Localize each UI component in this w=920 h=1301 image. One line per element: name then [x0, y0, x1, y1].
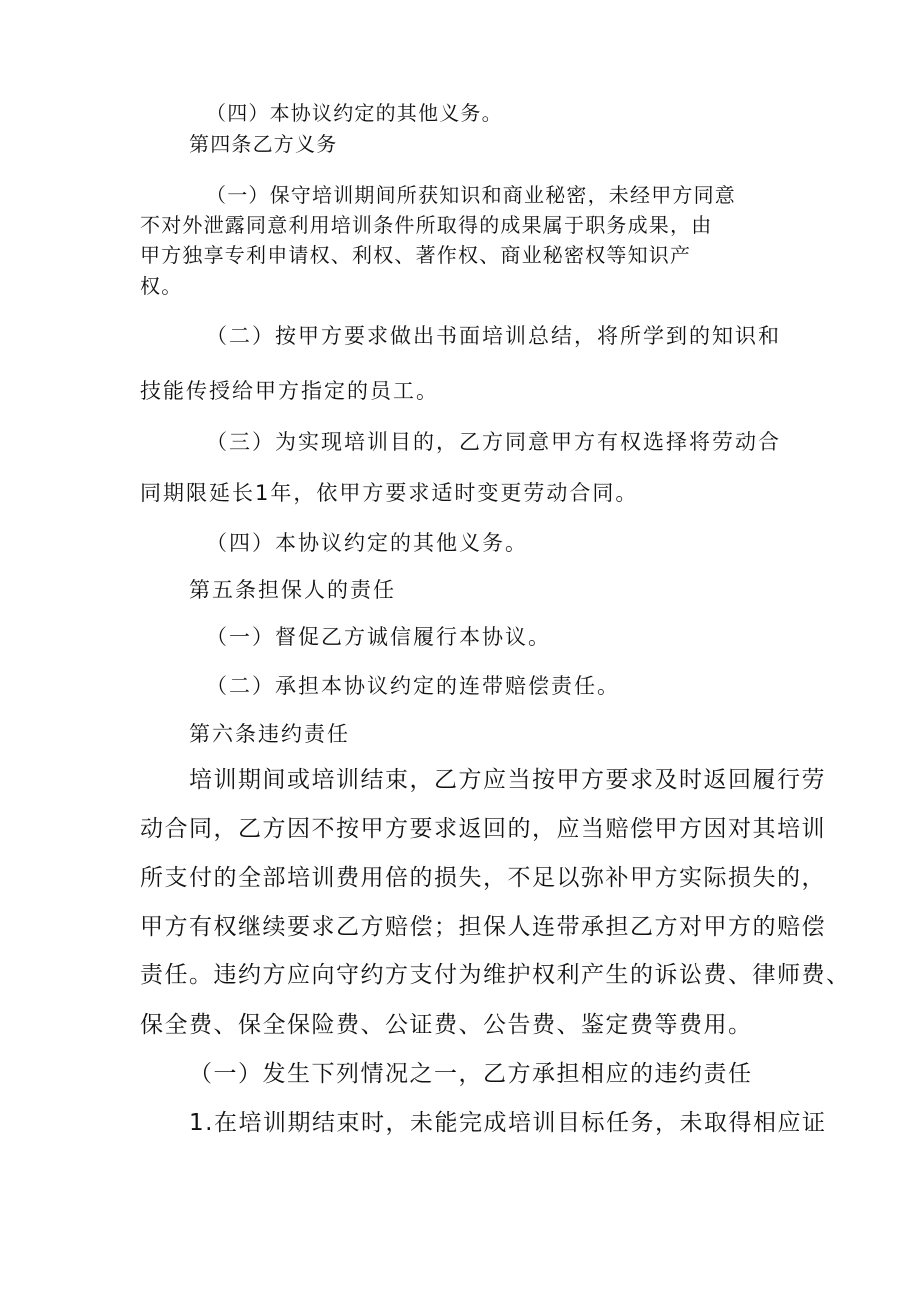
paragraph-line: 保全费、保全保险费、公证费、公告费、鉴定费等费用。	[140, 1012, 753, 1038]
paragraph-line: （一）督促乙方诚信履行本协议。	[206, 625, 551, 649]
article-heading: 第六条违约责任	[189, 722, 350, 746]
paragraph-line: （二）按甲方要求做出书面培训总结，将所学到的知识和	[206, 324, 781, 348]
paragraph-line: 所支付的全部培训费用倍的损失，不足以弥补甲方实际损失的，	[140, 865, 826, 891]
paragraph-line: 同期限延长1年，依甲方要求适时变更劳动合同。	[140, 481, 639, 505]
paragraph-line: 培训期间或培训结束，乙方应当按甲方要求及时返回履行劳	[189, 767, 826, 793]
paragraph-line: 甲方独享专利申请权、利权、著作权、商业秘密权等知识产	[140, 243, 692, 267]
article-heading: 第四条乙方义务	[189, 132, 338, 156]
paragraph-line: （三）为实现培训目的，乙方同意甲方有权选择将劳动合	[206, 430, 781, 454]
paragraph-line: （四）本协议约定的其他义务。	[206, 531, 528, 555]
paragraph-line: （一）保守培训期间所获知识和商业秘密，未经甲方同意	[206, 183, 736, 207]
article-heading: 第五条担保人的责任	[189, 578, 396, 602]
paragraph-line: 动合同，乙方因不按甲方要求返回的，应当赔偿甲方因对其培训	[140, 816, 826, 842]
paragraph-line: 1.在培训期结束时，未能完成培训目标任务，未取得相应证	[189, 1110, 827, 1136]
paragraph-line: 权。	[140, 274, 183, 298]
paragraph-line: （二）承担本协议约定的连带赔偿责任。	[206, 674, 620, 698]
paragraph-line: 不对外泄露同意利用培训条件所取得的成果属于职务成果，由	[140, 213, 713, 237]
paragraph-line: 技能传授给甲方指定的员工。	[140, 379, 439, 403]
paragraph-line: 责任。违约方应向守约方支付为维护权利产生的诉讼费、律师费、	[140, 962, 851, 988]
paragraph-line: 甲方有权继续要求乙方赔偿；担保人连带承担乙方对甲方的赔偿	[140, 914, 826, 940]
paragraph-line: （四）本协议约定的其他义务。	[206, 101, 503, 125]
paragraph-line: （一）发生下列情况之一，乙方承担相应的违约责任	[189, 1061, 753, 1087]
